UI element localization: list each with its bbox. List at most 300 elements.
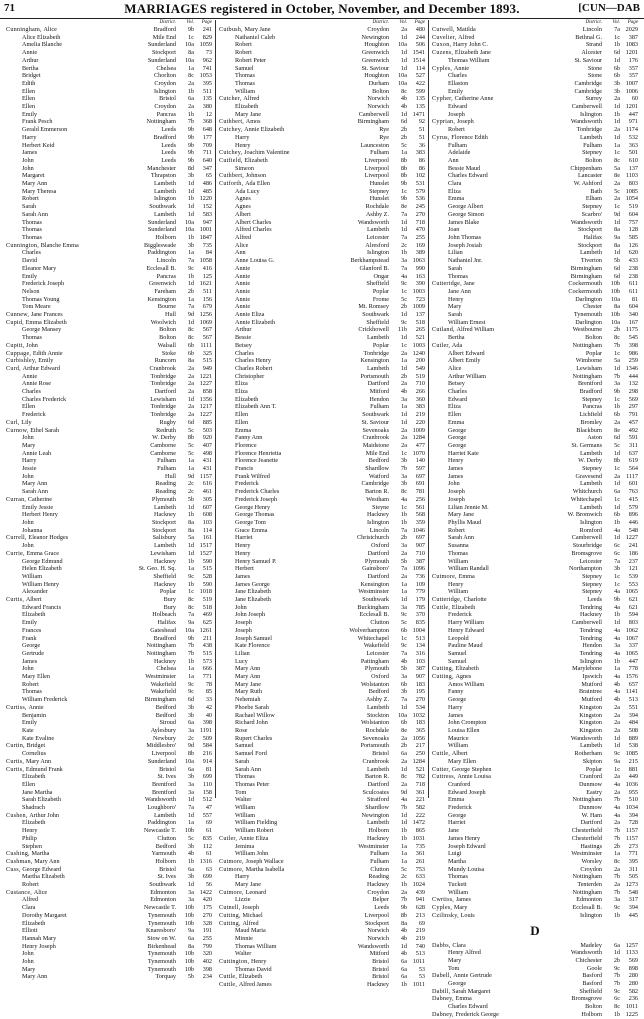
index-entry — [219, 719, 425, 727]
entry-forename: Agnes — [455, 673, 472, 681]
entry-page: 311 — [628, 441, 638, 449]
entry-volume: 3a — [401, 542, 407, 550]
entry-district: Wandsworth — [570, 218, 602, 226]
entry-district: Norwich — [367, 103, 389, 111]
entry-page: 53 — [418, 965, 425, 973]
index-entry — [6, 673, 212, 681]
entry-forename: Frances — [22, 626, 42, 634]
entry-page: 1009 — [412, 426, 425, 434]
index-entry — [6, 103, 212, 111]
entry-volume: 1b — [187, 857, 194, 865]
entry-district: Newcastle T. — [143, 904, 176, 912]
entry-name — [432, 796, 560, 804]
entry-volume: 2a — [401, 26, 407, 33]
entry-forename: Ann — [448, 156, 459, 164]
entry-page: 1273 — [625, 881, 638, 889]
entry-volume: 1d — [613, 249, 620, 257]
entry-name — [6, 781, 134, 789]
entry-forename: Charles Frederick — [22, 395, 67, 403]
entry-district: Portsmouth — [360, 742, 389, 750]
entry-surname: Cunnew, — [6, 311, 31, 319]
entry-forename: Robert — [235, 41, 252, 49]
entry-page: 545 — [628, 334, 638, 342]
index-entry — [219, 496, 425, 504]
entry-forename: John — [22, 434, 34, 442]
entry-volume: 6b — [613, 72, 620, 80]
entry-page: 395 — [202, 79, 212, 87]
entry-district: Birmingham — [357, 118, 389, 126]
index-entry — [6, 750, 212, 758]
entry-surname: Cuzens, — [432, 49, 455, 57]
entry-district: Tonbridge — [363, 349, 389, 357]
entry-forename: Joseph — [448, 488, 465, 496]
entry-forename: Amos William — [448, 680, 485, 688]
entry-forename: Betsey — [448, 380, 465, 388]
index-entry — [219, 457, 425, 465]
index-entry — [219, 604, 425, 612]
entry-volume: 7b — [613, 372, 620, 380]
entry-forename: Alice — [43, 26, 57, 33]
entry-name — [219, 796, 347, 804]
entry-forename: William — [235, 811, 256, 819]
entry-district: Bolton — [159, 334, 176, 342]
entry-forename: Ellen — [22, 780, 36, 788]
entry-forename: Emma — [458, 572, 475, 580]
entry-district: Hendon — [582, 642, 602, 650]
entry-forename: Sarah — [22, 203, 37, 211]
entry-district: Lambeth — [367, 703, 389, 711]
entry-forename: Charles — [22, 249, 41, 257]
entry-surname: Cutland, — [432, 326, 457, 334]
index-entry — [219, 727, 425, 735]
entry-name — [219, 850, 347, 858]
entry-forename: Annie Elizabeth — [244, 126, 285, 134]
index-entry — [432, 303, 638, 311]
entry-page: 1157 — [625, 827, 638, 835]
entry-volume: 1a — [188, 457, 194, 465]
entry-page: 1472 — [412, 819, 425, 827]
index-entry — [219, 257, 425, 265]
entry-page: 1011 — [412, 981, 425, 989]
entry-name — [432, 57, 560, 65]
entry-district: Cambridge — [574, 87, 602, 95]
entry-name — [432, 172, 560, 180]
entry-name — [432, 473, 560, 481]
entry-volume: 8e — [401, 203, 407, 211]
entry-volume: 9c — [188, 680, 194, 688]
entry-page: 363 — [628, 141, 638, 149]
entry-district: Norwich — [367, 95, 389, 103]
index-entry — [6, 781, 212, 789]
entry-forename: William — [448, 742, 469, 750]
entry-volume: 8c — [188, 72, 194, 80]
entry-page: 515 — [202, 649, 212, 657]
index-entry — [432, 889, 638, 897]
entry-volume: 7a — [401, 696, 407, 704]
entry-page: 865 — [415, 827, 425, 835]
entry-name — [432, 442, 560, 450]
entry-page: 513 — [415, 950, 425, 958]
entry-page: 65 — [205, 172, 212, 180]
entry-district: Hackney — [367, 881, 389, 889]
entry-forename: George Albert — [448, 203, 484, 211]
entry-name — [219, 950, 347, 958]
entry-district: Kingston — [579, 711, 602, 719]
entry-page: 317 — [628, 896, 638, 904]
entry-forename: Mary Ruth — [235, 688, 262, 696]
entry-page: 583 — [202, 210, 212, 218]
index-entry — [219, 249, 425, 257]
index-entry — [6, 835, 212, 843]
entry-surname: Cuttle, — [432, 750, 452, 758]
entry-volume: 1b — [613, 519, 620, 526]
entry-surname: Cutteridge, — [432, 596, 464, 604]
entry-volume: 2a — [401, 757, 407, 765]
entry-volume: 3a — [401, 603, 407, 611]
entry-page: 484 — [628, 719, 638, 727]
index-entry — [432, 172, 638, 180]
entry-forename: Frederick George — [455, 1010, 499, 1018]
entry-forename: Louisa Ellen — [448, 726, 480, 734]
entry-district: Camberwell — [571, 103, 602, 111]
entry-district: Sunderland — [147, 757, 176, 765]
entry-district: Sunderland — [147, 218, 176, 226]
entry-volume: 8e — [614, 426, 620, 434]
entry-district: Fulham — [370, 403, 389, 411]
index-entry — [432, 904, 638, 912]
entry-volume: 6a — [401, 750, 407, 758]
index-entry — [432, 873, 638, 881]
entry-volume: 1d — [400, 411, 407, 419]
entry-volume: 5b — [187, 495, 194, 503]
entry-forename: Annie — [235, 280, 251, 288]
entry-page: 245 — [415, 203, 425, 211]
entry-forename: Elizabeth — [238, 973, 263, 981]
index-entry — [432, 442, 638, 450]
entry-district: Lincoln — [369, 526, 389, 534]
entry-district: Rye — [379, 126, 389, 134]
entry-district: Hackney — [154, 557, 176, 565]
entry-volume: 1c — [401, 503, 407, 511]
entry-forename: John Joseph — [235, 611, 266, 619]
entry-name — [432, 573, 560, 581]
entry-district: Stepney — [582, 572, 602, 580]
entry-district: Dartford — [367, 549, 389, 557]
entry-name — [219, 604, 347, 612]
entry-name — [6, 766, 134, 774]
entry-forename: Mary Jane — [235, 110, 261, 118]
entry-volume: 5c — [188, 449, 194, 457]
entry-page: 536 — [415, 195, 425, 203]
entry-district: Sheffield — [579, 987, 602, 995]
entry-volume: 1a — [401, 842, 407, 850]
entry-district: Mutford — [581, 680, 602, 688]
entry-name — [432, 249, 560, 257]
entry-page: 785 — [415, 603, 425, 611]
entry-district: Bristol — [159, 95, 176, 103]
entry-page: 947 — [202, 218, 212, 226]
entry-name — [6, 681, 134, 689]
entry-volume: 1d — [400, 942, 407, 950]
entry-volume: 10b — [184, 919, 194, 927]
entry-name — [432, 234, 560, 242]
entry-district: Islington — [366, 519, 389, 526]
entry-forename: John — [22, 519, 34, 526]
entry-name — [6, 473, 134, 481]
entry-forename: Harry — [235, 873, 250, 881]
index-entry — [432, 380, 638, 388]
entry-district: Rugby — [159, 418, 176, 426]
index-entry — [432, 565, 638, 573]
entry-volume: 6a — [614, 941, 620, 949]
entry-surname: Czilinsky, — [432, 911, 461, 919]
entry-forename: Robert Peter — [235, 56, 267, 64]
entry-forename: Kate Florence — [235, 642, 270, 650]
entry-forename: Stephen — [22, 842, 42, 850]
entry-page: 1471 — [412, 110, 425, 118]
entry-district: Fulham — [370, 149, 389, 157]
entry-page: 161 — [202, 534, 212, 542]
entry-volume: 2a — [188, 372, 194, 380]
entry-volume: 1b — [187, 110, 194, 118]
entry-district: W. Derby — [152, 434, 176, 442]
entry-volume: 1d — [613, 949, 620, 957]
entry-district: Wimborne — [575, 357, 602, 365]
entry-name — [432, 180, 560, 188]
index-entry — [6, 704, 212, 712]
entry-volume: 6b — [613, 411, 620, 419]
entry-name — [219, 565, 347, 573]
entry-volume: 8b — [400, 911, 407, 919]
entry-surname: Cutting, — [219, 911, 243, 919]
entry-name — [219, 49, 347, 57]
entry-volume: 7b — [400, 804, 407, 812]
entry-district: Bristol — [372, 750, 389, 758]
index-entry — [6, 843, 212, 851]
entry-forename: Annie — [235, 295, 251, 303]
entry-page: 368 — [202, 118, 212, 126]
entry-name — [6, 95, 134, 103]
entry-forename: Frederick — [448, 804, 472, 812]
heading-page: Page — [414, 20, 425, 25]
entry-forename: Mary Ann — [34, 857, 60, 865]
entry-page: 60 — [631, 95, 638, 103]
entry-district: Cambridge — [361, 480, 389, 488]
entry-page: 1201 — [625, 49, 638, 57]
index-entry — [432, 95, 638, 103]
entry-page: 175 — [202, 904, 212, 912]
entry-district: Skipton — [582, 757, 602, 765]
entry-name — [6, 619, 134, 627]
entry-district: Gainsboro' — [362, 565, 389, 573]
index-entry — [6, 519, 212, 527]
entry-district: Strand — [585, 41, 602, 49]
entry-surname: Dabney, — [432, 1010, 456, 1018]
entry-volume: 6b — [613, 64, 620, 72]
entry-volume: 1b — [613, 41, 620, 49]
entry-volume: 2b — [400, 372, 407, 380]
entry-volume: 8a — [614, 303, 620, 311]
entry-forename: Luigi — [448, 850, 462, 858]
entry-name — [219, 95, 347, 103]
entry-name — [432, 226, 560, 234]
entry-district: Mitford — [369, 388, 389, 396]
entry-volume: 3b — [187, 773, 194, 781]
entry-forename: William — [22, 572, 43, 580]
entry-volume: 1c — [401, 449, 407, 457]
entry-volume: 5c — [401, 295, 407, 303]
entry-district: Kingston — [579, 726, 602, 734]
entry-page: 431 — [202, 457, 212, 465]
entry-district: W. Ashford — [573, 180, 602, 188]
entry-volume: 11b — [397, 326, 407, 334]
entry-page: 579 — [415, 187, 425, 195]
index-entry — [432, 735, 638, 743]
entry-district: Birmingham — [570, 272, 602, 280]
entry-district: Dartford — [154, 388, 176, 396]
entry-forename: John — [26, 341, 38, 349]
entry-name — [6, 843, 134, 851]
entry-volume: 10a — [611, 318, 620, 326]
entry-name — [432, 80, 560, 88]
entry-volume: 2a — [401, 549, 407, 557]
index-entry — [432, 596, 638, 604]
entry-volume: 1d — [613, 364, 620, 372]
entry-volume: 10a — [398, 72, 407, 80]
entry-volume: 2b — [400, 742, 407, 750]
entry-forename: John Thomas — [448, 233, 482, 241]
entry-volume: 2a — [614, 719, 620, 727]
index-entry — [6, 188, 212, 196]
entry-volume: 8b — [187, 750, 194, 758]
entry-forename: Grace Emma — [235, 526, 268, 534]
entry-forename: Thomas — [22, 688, 42, 696]
entry-surname: Cutler, — [432, 341, 452, 349]
entry-name — [432, 165, 560, 173]
index-entry — [6, 180, 212, 188]
index-entry — [432, 365, 638, 373]
entry-name — [432, 995, 560, 1003]
entry-name — [432, 843, 560, 851]
entry-name — [219, 904, 347, 912]
entry-district: Tendring — [579, 603, 602, 611]
entry-district: Darlington — [575, 318, 602, 326]
entry-page: 1062 — [625, 626, 638, 634]
entry-page: 316 — [415, 649, 425, 657]
entry-page: 1063 — [412, 257, 425, 265]
entry-district: Stepney — [582, 149, 602, 157]
entry-page: 1024 — [412, 881, 425, 889]
entry-volume: 1c — [188, 588, 194, 596]
entry-page: 723 — [415, 295, 425, 303]
entry-volume: 9c — [614, 904, 620, 912]
entry-name — [219, 873, 347, 881]
entry-forename: Elizabeth — [455, 665, 479, 673]
entry-page: 569 — [628, 956, 638, 964]
index-entry — [432, 866, 638, 874]
entry-page: 628 — [415, 904, 425, 912]
entry-district: Islington — [153, 195, 176, 203]
index-entry — [219, 627, 425, 635]
entry-page: 513 — [628, 696, 638, 704]
entry-volume: 1c — [614, 349, 620, 357]
entry-surname: Dabill, — [432, 987, 453, 995]
index-entry — [219, 311, 425, 319]
index-entry — [432, 388, 638, 396]
entry-name — [6, 72, 134, 80]
entry-forename: Tom — [448, 964, 460, 972]
entry-volume: 10b — [610, 287, 620, 295]
entry-surname: Cuttle, — [219, 973, 239, 981]
entry-volume: 4a — [614, 673, 620, 681]
entry-surname: Cutcher, — [219, 95, 244, 103]
entry-district: Lambeth — [580, 742, 602, 750]
index-entry — [432, 403, 638, 411]
entry-district: Pancras — [582, 403, 602, 411]
entry-forename: Alice Elizabeth — [22, 33, 61, 41]
entry-name — [6, 658, 134, 666]
entry-district: Poplar — [372, 341, 389, 349]
entry-name — [432, 588, 560, 596]
index-entry — [219, 219, 425, 227]
entry-forename: James — [448, 472, 464, 480]
entry-district: Bolton — [159, 326, 176, 334]
index-entry — [219, 80, 425, 88]
entry-district: W. Derby — [578, 457, 602, 465]
index-entry — [219, 773, 425, 781]
entry-page: 511 — [202, 87, 212, 95]
entry-surname: Cutchey, — [219, 149, 245, 157]
index-entry — [6, 396, 212, 404]
index-entry — [219, 766, 425, 774]
entry-volume: 2b — [400, 303, 407, 311]
entry-name — [6, 488, 134, 496]
entry-forename: Jane Elizabeth — [235, 588, 271, 596]
entry-page: 103 — [202, 519, 212, 526]
entry-forename: Albert Edward — [448, 349, 485, 357]
entry-name — [6, 165, 134, 173]
entry-district: Scarbro' — [581, 210, 602, 218]
entry-forename: Robert — [22, 195, 39, 203]
entry-volume: 8b — [400, 172, 407, 180]
entry-forename: Frederick — [235, 480, 259, 488]
entry-district: Holbeach — [152, 611, 176, 619]
entry-page: 347 — [202, 164, 212, 172]
entry-name — [219, 658, 347, 666]
entry-page: 582 — [415, 804, 425, 812]
entry-district: Tonbridge — [150, 403, 176, 411]
index-entry — [6, 812, 212, 820]
entry-name — [432, 781, 560, 789]
entry-district: Barton R. — [364, 773, 389, 781]
index-entry — [6, 565, 212, 573]
entry-surname: Cunnington, — [6, 241, 41, 249]
entry-forename: Mary Jane — [235, 881, 261, 889]
index-entry — [219, 650, 425, 658]
entry-forename: Thomas — [235, 773, 255, 781]
entry-page: 51 — [418, 126, 425, 134]
index-entry — [219, 642, 425, 650]
entry-name — [6, 496, 134, 504]
entry-name — [6, 796, 134, 804]
entry-page: 648 — [202, 126, 212, 134]
entry-page: 753 — [415, 865, 425, 873]
entry-district: Hackney — [367, 511, 389, 519]
entry-district: W. Bromwich — [567, 511, 602, 519]
entry-page: 511 — [202, 287, 212, 295]
entry-page: 757 — [628, 218, 638, 226]
index-entry — [432, 688, 638, 696]
